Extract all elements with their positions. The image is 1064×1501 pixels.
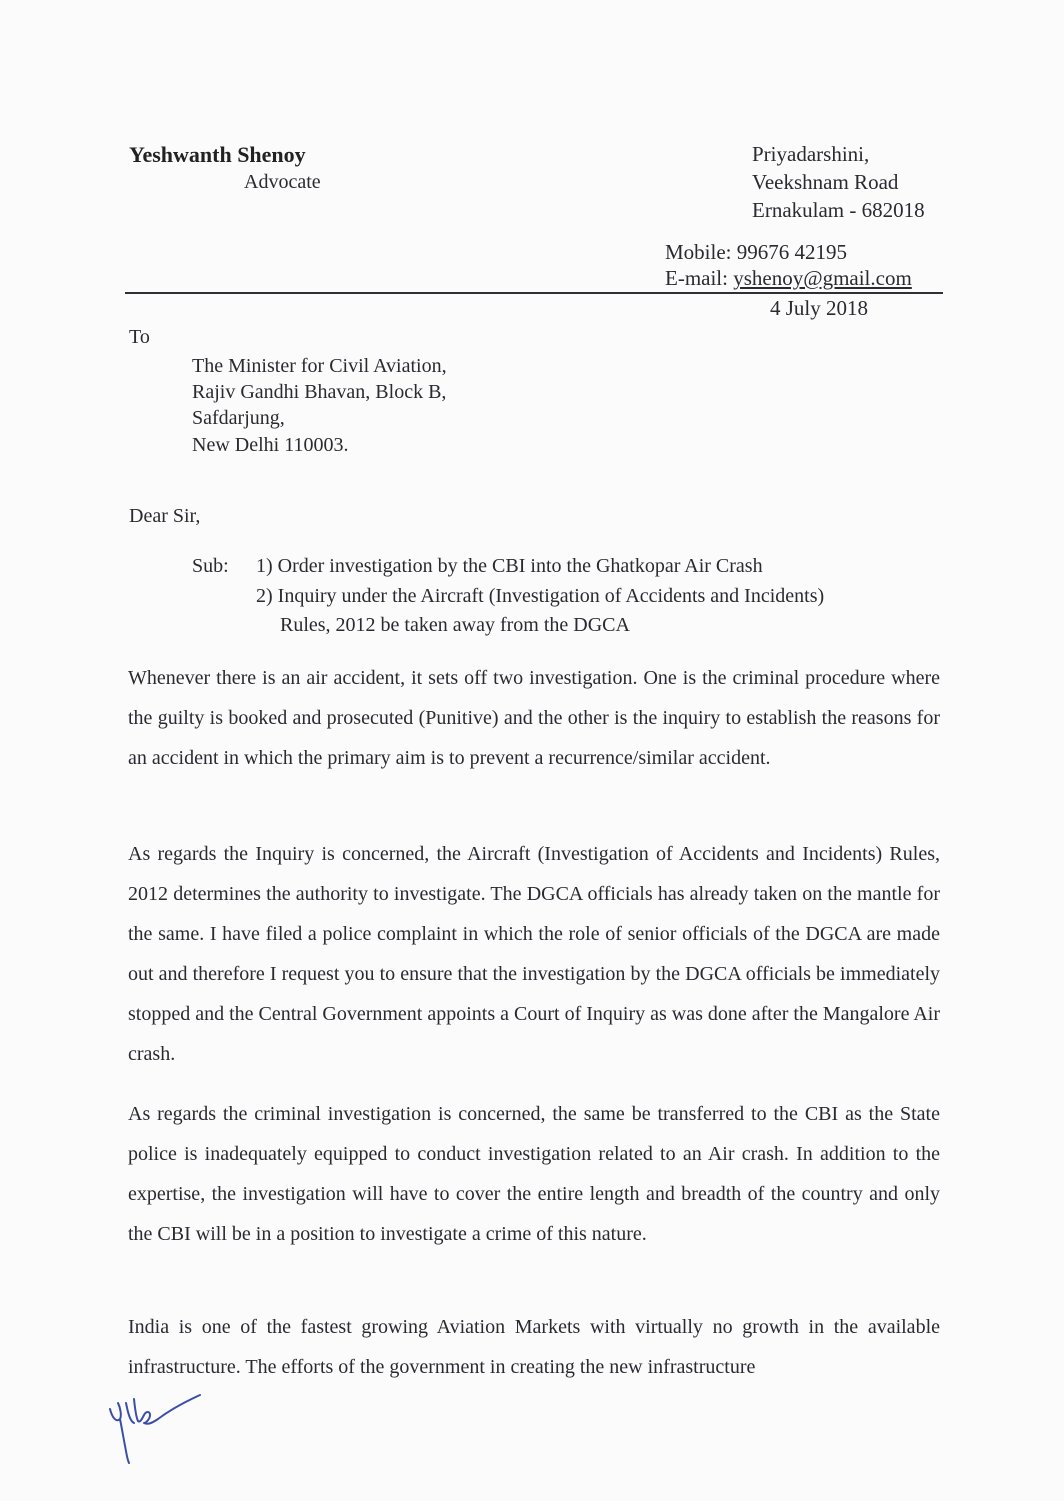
subject-item-1: 1) Order investigation by the CBI into the Ghatkopar Air Crash — [256, 555, 763, 577]
recipient-line-3: Safdarjung, — [192, 407, 285, 429]
recipient-line-2: Rajiv Gandhi Bhavan, Block B, — [192, 381, 447, 403]
sender-title: Advocate — [244, 171, 321, 193]
email-label: E-mail: — [665, 266, 734, 290]
salutation: Dear Sir, — [129, 505, 201, 527]
to-label: To — [129, 326, 150, 348]
recipient-line-4: New Delhi 110003. — [192, 434, 349, 456]
subject-item-2: 2) Inquiry under the Aircraft (Investigation of Accidents and Incidents) — [256, 585, 825, 607]
body-paragraph-3: As regards the criminal investigation is concerned, the same be transferred to the CBI as the State police is inadequately equipped to conduct investigation related to an Air crash. In addition to the expertise, the investigation will have to cover the entire length and breadth of the country and only the CBI will be in a position to investigate a crime of this nature. — [128, 1103, 940, 1245]
subject-item-2-continued: Rules, 2012 be taken away from the DGCA — [280, 614, 630, 636]
recipient-line-1: The Minister for Civil Aviation, — [192, 355, 447, 377]
body-paragraph-1: Whenever there is an air accident, it sets off two investigation. One is the criminal procedure where the guilty is booked and prosecuted (Punitive) and the other is the inquiry to establish the reasons for an accident in which the primary aim is to prevent a recurrence/similar accident. — [128, 667, 940, 769]
subject-label: Sub: — [192, 555, 229, 577]
letter-date: 4 July 2018 — [770, 296, 869, 320]
email-line — [665, 266, 912, 291]
body-paragraph-4: India is one of the fastest growing Aviation Markets with virtually no growth in the available infrastructure. The efforts of the government in creating the new infrastructure — [128, 1316, 940, 1378]
address-line-1: Priyadarshini, — [752, 142, 870, 166]
email-address: yshenoy@gmail.com — [733, 266, 912, 290]
initials-signature — [104, 1393, 204, 1465]
address-line-3: Ernakulam - 682018 — [752, 198, 925, 222]
address-line-2: Veekshnam Road — [752, 170, 899, 194]
mobile-number: Mobile: 99676 42195 — [665, 240, 847, 264]
sender-name: Yeshwanth Shenoy — [129, 142, 306, 167]
letterhead-divider — [125, 292, 943, 294]
body-paragraph-2: As regards the Inquiry is concerned, the Aircraft (Investigation of Accidents and Incidents) Rules, 2012 determines the authority to investigate. The DGCA officials has already taken on the mantle for the same. I have filed a police complaint in which the role of senior officials of the DGCA are made out and therefore I request you to ensure that the investigation by the DGCA officials be immediately stopped and the Central Government appoints a Court of Inquiry as was done after the Mangalore Air crash. — [128, 843, 941, 1065]
